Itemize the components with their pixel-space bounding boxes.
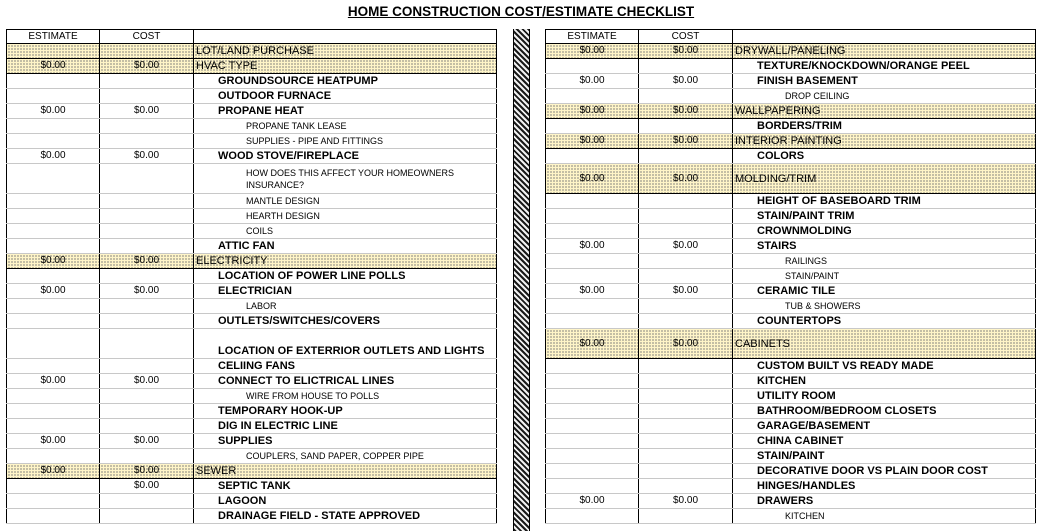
item-row xyxy=(7,434,497,449)
estimate-cell[interactable]: $0.00 xyxy=(7,284,100,299)
item-row xyxy=(7,119,497,134)
description-cell[interactable]: DRYWALL/PANELING xyxy=(733,44,1036,59)
cost-cell[interactable] xyxy=(639,254,733,269)
item-row xyxy=(7,374,497,389)
item-row xyxy=(7,314,497,329)
item-row xyxy=(546,284,1036,299)
description-cell[interactable]: WOOD STOVE/FIREPLACE xyxy=(194,149,497,164)
cost-cell[interactable] xyxy=(639,149,733,164)
cost-cell[interactable] xyxy=(639,374,733,389)
cost-cell[interactable] xyxy=(639,224,733,239)
cost-cell[interactable]: $0.00 xyxy=(100,434,194,449)
description-cell[interactable]: LOCATION OF EXTERRIOR OUTLETS AND LIGHTS xyxy=(194,329,497,359)
item-row xyxy=(546,224,1036,239)
description-cell[interactable]: STAIN/PAINT xyxy=(733,269,1036,284)
cost-cell[interactable]: $0.00 xyxy=(100,104,194,119)
item-row xyxy=(7,194,497,209)
description-cell[interactable]: HINGES/HANDLES xyxy=(733,479,1036,494)
estimate-cell[interactable] xyxy=(7,389,100,404)
left-header-row xyxy=(7,30,497,44)
cost-cell[interactable] xyxy=(100,74,194,89)
description-cell[interactable]: ELECTRICIAN xyxy=(194,284,497,299)
item-row xyxy=(7,239,497,254)
cost-column-header: COST xyxy=(639,30,733,44)
cost-cell[interactable] xyxy=(639,419,733,434)
item-row xyxy=(7,134,497,149)
cost-cell[interactable] xyxy=(100,359,194,374)
estimate-cell[interactable] xyxy=(7,299,100,314)
estimate-cell[interactable] xyxy=(7,494,100,509)
cost-cell[interactable] xyxy=(100,239,194,254)
left-table-body xyxy=(7,44,497,524)
estimate-cell[interactable] xyxy=(7,119,100,134)
item-row xyxy=(7,269,497,284)
description-cell[interactable]: DRAWERS xyxy=(733,494,1036,509)
estimate-cell[interactable] xyxy=(7,44,100,59)
right-header-row xyxy=(546,30,1036,44)
cost-cell[interactable] xyxy=(100,89,194,104)
cost-cell[interactable] xyxy=(639,299,733,314)
item-row xyxy=(7,224,497,239)
description-cell[interactable]: HEIGHT OF BASEBOARD TRIM xyxy=(733,194,1036,209)
section-row xyxy=(546,164,1036,194)
estimate-cell[interactable]: $0.00 xyxy=(7,464,100,479)
cost-cell[interactable] xyxy=(100,164,194,194)
description-cell[interactable]: DECORATIVE DOOR VS PLAIN DOOR COST xyxy=(733,464,1036,479)
description-cell[interactable]: BORDERS/TRIM xyxy=(733,119,1036,134)
description-cell[interactable]: HEARTH DESIGN xyxy=(194,209,497,224)
estimate-cell[interactable] xyxy=(7,329,100,359)
description-cell[interactable]: MOLDING/TRIM xyxy=(733,164,1036,194)
estimate-cell[interactable] xyxy=(546,374,639,389)
item-row xyxy=(7,149,497,164)
estimate-cell[interactable]: $0.00 xyxy=(546,329,639,359)
item-row xyxy=(7,494,497,509)
section-row xyxy=(7,44,497,59)
estimate-cell[interactable]: $0.00 xyxy=(546,134,639,149)
description-column-header xyxy=(733,30,1036,44)
estimate-cell[interactable] xyxy=(7,224,100,239)
description-cell[interactable]: PROPANE TANK LEASE xyxy=(194,119,497,134)
cost-cell[interactable]: $0.00 xyxy=(100,284,194,299)
cost-cell[interactable]: $0.00 xyxy=(639,239,733,254)
estimate-cell[interactable]: $0.00 xyxy=(546,164,639,194)
left-checklist-table xyxy=(6,29,497,524)
item-row xyxy=(546,479,1036,494)
cost-cell[interactable] xyxy=(639,479,733,494)
description-cell[interactable]: OUTLETS/SWITCHES/COVERS xyxy=(194,314,497,329)
cost-cell[interactable] xyxy=(639,404,733,419)
section-row xyxy=(546,44,1036,59)
description-cell[interactable]: SUPPLIES - PIPE AND FITTINGS xyxy=(194,134,497,149)
item-row xyxy=(7,389,497,404)
estimate-cell[interactable]: $0.00 xyxy=(7,254,100,269)
column-divider xyxy=(513,29,530,531)
cost-cell[interactable] xyxy=(100,419,194,434)
cost-cell[interactable] xyxy=(100,404,194,419)
cost-cell[interactable]: $0.00 xyxy=(100,464,194,479)
description-cell[interactable]: COLORS xyxy=(733,149,1036,164)
item-row xyxy=(546,464,1036,479)
item-row xyxy=(7,299,497,314)
estimate-cell[interactable] xyxy=(7,74,100,89)
item-row xyxy=(546,89,1036,104)
estimate-cell[interactable] xyxy=(7,134,100,149)
estimate-cell[interactable] xyxy=(7,209,100,224)
item-row xyxy=(7,284,497,299)
item-row xyxy=(546,314,1036,329)
cost-cell[interactable] xyxy=(100,119,194,134)
cost-cell[interactable]: $0.00 xyxy=(639,44,733,59)
section-row xyxy=(546,329,1036,359)
item-row xyxy=(7,104,497,119)
item-row xyxy=(7,164,497,194)
item-row xyxy=(546,254,1036,269)
estimate-cell[interactable] xyxy=(546,149,639,164)
item-row xyxy=(546,509,1036,524)
description-cell[interactable]: GARAGE/BASEMENT xyxy=(733,419,1036,434)
description-cell[interactable]: OUTDOOR FURNACE xyxy=(194,89,497,104)
item-row xyxy=(546,119,1036,134)
estimate-cell[interactable] xyxy=(546,404,639,419)
estimate-column-header: ESTIMATE xyxy=(7,30,100,44)
description-column-header xyxy=(194,30,497,44)
cost-cell[interactable]: $0.00 xyxy=(639,329,733,359)
estimate-cell[interactable] xyxy=(7,509,100,524)
cost-cell[interactable]: $0.00 xyxy=(639,284,733,299)
estimate-cell[interactable] xyxy=(7,269,100,284)
cost-cell[interactable]: $0.00 xyxy=(100,149,194,164)
description-cell[interactable]: ELECTRICITY xyxy=(194,254,497,269)
estimate-cell[interactable] xyxy=(7,359,100,374)
item-row xyxy=(7,509,497,524)
estimate-cell[interactable] xyxy=(7,164,100,194)
cost-cell[interactable] xyxy=(100,329,194,359)
cost-cell[interactable] xyxy=(100,209,194,224)
estimate-cell[interactable] xyxy=(546,509,639,524)
cost-cell[interactable] xyxy=(639,359,733,374)
description-cell[interactable]: TEXTURE/KNOCKDOWN/ORANGE PEEL xyxy=(733,59,1036,74)
section-row xyxy=(7,254,497,269)
cost-cell[interactable] xyxy=(100,134,194,149)
description-cell[interactable]: GROUNDSOURCE HEATPUMP xyxy=(194,74,497,89)
estimate-cell[interactable]: $0.00 xyxy=(7,374,100,389)
item-row xyxy=(7,329,497,359)
item-row xyxy=(546,194,1036,209)
section-row xyxy=(7,59,497,74)
estimate-cell[interactable] xyxy=(546,434,639,449)
description-cell[interactable]: STAIRS xyxy=(733,239,1036,254)
description-cell[interactable]: SUPPLIES xyxy=(194,434,497,449)
item-row xyxy=(546,374,1036,389)
cost-cell[interactable] xyxy=(100,269,194,284)
section-row xyxy=(7,464,497,479)
estimate-cell[interactable] xyxy=(546,299,639,314)
item-row xyxy=(7,419,497,434)
estimate-cell[interactable] xyxy=(546,209,639,224)
estimate-cell[interactable] xyxy=(546,359,639,374)
section-row xyxy=(546,134,1036,149)
estimate-cell[interactable] xyxy=(546,59,639,74)
item-row xyxy=(7,449,497,464)
estimate-cell[interactable] xyxy=(546,254,639,269)
estimate-cell[interactable] xyxy=(7,479,100,494)
item-row xyxy=(546,359,1036,374)
cost-cell[interactable]: $0.00 xyxy=(639,164,733,194)
estimate-cell[interactable] xyxy=(546,464,639,479)
item-row xyxy=(546,299,1036,314)
item-row xyxy=(546,494,1036,509)
estimate-cell[interactable] xyxy=(7,314,100,329)
description-cell[interactable]: CABINETS xyxy=(733,329,1036,359)
cost-cell[interactable] xyxy=(639,119,733,134)
estimate-cell[interactable]: $0.00 xyxy=(7,149,100,164)
estimate-cell[interactable]: $0.00 xyxy=(7,104,100,119)
item-row xyxy=(546,389,1036,404)
estimate-cell[interactable] xyxy=(7,89,100,104)
description-cell[interactable]: HOW DOES THIS AFFECT YOUR HOMEOWNERS INSURANCE? xyxy=(194,164,497,194)
item-row xyxy=(546,209,1036,224)
description-cell[interactable]: WALLPAPERING xyxy=(733,104,1036,119)
estimate-cell[interactable] xyxy=(7,194,100,209)
estimate-cell[interactable] xyxy=(546,269,639,284)
cost-cell[interactable] xyxy=(639,314,733,329)
estimate-cell[interactable]: $0.00 xyxy=(7,59,100,74)
cost-cell[interactable]: $0.00 xyxy=(639,104,733,119)
description-cell[interactable]: FINISH BASEMENT xyxy=(733,74,1036,89)
estimate-cell[interactable] xyxy=(7,419,100,434)
estimate-column-header: ESTIMATE xyxy=(546,30,639,44)
cost-cell[interactable] xyxy=(639,449,733,464)
cost-cell[interactable] xyxy=(639,89,733,104)
item-row xyxy=(546,269,1036,284)
cost-cell[interactable]: $0.00 xyxy=(100,254,194,269)
cost-cell[interactable]: $0.00 xyxy=(100,59,194,74)
cost-cell[interactable] xyxy=(100,224,194,239)
description-cell[interactable]: CHINA CABINET xyxy=(733,434,1036,449)
item-row xyxy=(7,209,497,224)
right-table-body xyxy=(546,44,1036,524)
cost-cell[interactable]: $0.00 xyxy=(100,479,194,494)
description-cell[interactable]: BATHROOM/BEDROOM CLOSETS xyxy=(733,404,1036,419)
estimate-cell[interactable]: $0.00 xyxy=(546,104,639,119)
item-row xyxy=(7,404,497,419)
description-cell[interactable]: KITCHEN xyxy=(733,509,1036,524)
description-cell[interactable]: ATTIC FAN xyxy=(194,239,497,254)
item-row xyxy=(546,74,1036,89)
description-cell[interactable]: COILS xyxy=(194,224,497,239)
description-cell[interactable]: LOT/LAND PURCHASE xyxy=(194,44,497,59)
estimate-cell[interactable] xyxy=(546,89,639,104)
description-cell[interactable]: UTILITY ROOM xyxy=(733,389,1036,404)
item-row xyxy=(546,419,1036,434)
description-cell[interactable]: DRAINAGE FIELD - STATE APPROVED xyxy=(194,509,497,524)
description-cell[interactable]: KITCHEN xyxy=(733,374,1036,389)
cost-cell[interactable] xyxy=(100,449,194,464)
estimate-cell[interactable]: $0.00 xyxy=(546,239,639,254)
description-cell[interactable]: SEPTIC TANK xyxy=(194,479,497,494)
cost-cell[interactable] xyxy=(639,59,733,74)
cost-cell[interactable] xyxy=(100,194,194,209)
cost-cell[interactable]: $0.00 xyxy=(639,134,733,149)
cost-cell[interactable] xyxy=(639,509,733,524)
description-cell[interactable]: WIRE FROM HOUSE TO POLLS xyxy=(194,389,497,404)
estimate-cell[interactable] xyxy=(546,224,639,239)
cost-cell[interactable] xyxy=(639,194,733,209)
estimate-cell[interactable]: $0.00 xyxy=(546,494,639,509)
estimate-cell[interactable] xyxy=(546,194,639,209)
item-row xyxy=(546,239,1036,254)
item-row xyxy=(546,449,1036,464)
cost-cell[interactable] xyxy=(639,434,733,449)
description-cell[interactable]: SEWER xyxy=(194,464,497,479)
cost-cell[interactable] xyxy=(100,314,194,329)
estimate-cell[interactable] xyxy=(546,314,639,329)
estimate-cell[interactable] xyxy=(546,479,639,494)
description-cell[interactable]: COUPLERS, SAND PAPER, COPPER PIPE xyxy=(194,449,497,464)
section-row xyxy=(546,104,1036,119)
estimate-cell[interactable] xyxy=(546,449,639,464)
description-cell[interactable]: MANTLE DESIGN xyxy=(194,194,497,209)
cost-cell[interactable] xyxy=(100,509,194,524)
estimate-cell[interactable]: $0.00 xyxy=(546,74,639,89)
description-cell[interactable]: TUB & SHOWERS xyxy=(733,299,1036,314)
item-row xyxy=(7,89,497,104)
description-cell[interactable]: CELIING FANS xyxy=(194,359,497,374)
description-cell[interactable]: HVAC TYPE xyxy=(194,59,497,74)
description-cell[interactable]: CUSTOM BUILT VS READY MADE xyxy=(733,359,1036,374)
cost-cell[interactable] xyxy=(100,299,194,314)
item-row xyxy=(546,434,1036,449)
estimate-cell[interactable] xyxy=(546,419,639,434)
description-cell[interactable]: CERAMIC TILE xyxy=(733,284,1036,299)
right-checklist-table xyxy=(545,29,1036,524)
page-title: HOME CONSTRUCTION COST/ESTIMATE CHECKLIST xyxy=(347,4,695,19)
description-cell[interactable]: LAGOON xyxy=(194,494,497,509)
cost-cell[interactable]: $0.00 xyxy=(639,494,733,509)
item-row xyxy=(546,59,1036,74)
cost-cell[interactable] xyxy=(100,494,194,509)
cost-cell[interactable]: $0.00 xyxy=(100,374,194,389)
cost-cell[interactable]: $0.00 xyxy=(639,74,733,89)
description-cell[interactable]: TEMPORARY HOOK-UP xyxy=(194,404,497,419)
estimate-cell[interactable] xyxy=(7,404,100,419)
item-row xyxy=(546,404,1036,419)
description-cell[interactable]: PROPANE HEAT xyxy=(194,104,497,119)
item-row xyxy=(7,479,497,494)
estimate-cell[interactable] xyxy=(546,389,639,404)
description-cell[interactable]: INTERIOR PAINTING xyxy=(733,134,1036,149)
description-cell[interactable]: STAIN/PAINT TRIM xyxy=(733,209,1036,224)
estimate-cell[interactable] xyxy=(7,239,100,254)
description-cell[interactable]: STAIN/PAINT xyxy=(733,449,1036,464)
description-cell[interactable]: CONNECT TO ELICTRICAL LINES xyxy=(194,374,497,389)
cost-column-header: COST xyxy=(100,30,194,44)
estimate-cell[interactable]: $0.00 xyxy=(546,284,639,299)
description-cell[interactable]: LOCATION OF POWER LINE POLLS xyxy=(194,269,497,284)
cost-cell[interactable] xyxy=(100,389,194,404)
description-cell[interactable]: COUNTERTOPS xyxy=(733,314,1036,329)
cost-cell[interactable] xyxy=(639,269,733,284)
item-row xyxy=(7,359,497,374)
description-cell[interactable]: DROP CEILING xyxy=(733,89,1036,104)
description-cell[interactable]: DIG IN ELECTRIC LINE xyxy=(194,419,497,434)
estimate-cell[interactable] xyxy=(546,119,639,134)
cost-cell[interactable] xyxy=(639,209,733,224)
estimate-cell[interactable]: $0.00 xyxy=(7,434,100,449)
item-row xyxy=(546,149,1036,164)
estimate-cell[interactable] xyxy=(7,449,100,464)
description-cell[interactable]: CROWNMOLDING xyxy=(733,224,1036,239)
cost-cell[interactable] xyxy=(100,44,194,59)
estimate-cell[interactable]: $0.00 xyxy=(546,44,639,59)
cost-cell[interactable] xyxy=(639,464,733,479)
description-cell[interactable]: LABOR xyxy=(194,299,497,314)
item-row xyxy=(7,74,497,89)
description-cell[interactable]: RAILINGS xyxy=(733,254,1036,269)
cost-cell[interactable] xyxy=(639,389,733,404)
